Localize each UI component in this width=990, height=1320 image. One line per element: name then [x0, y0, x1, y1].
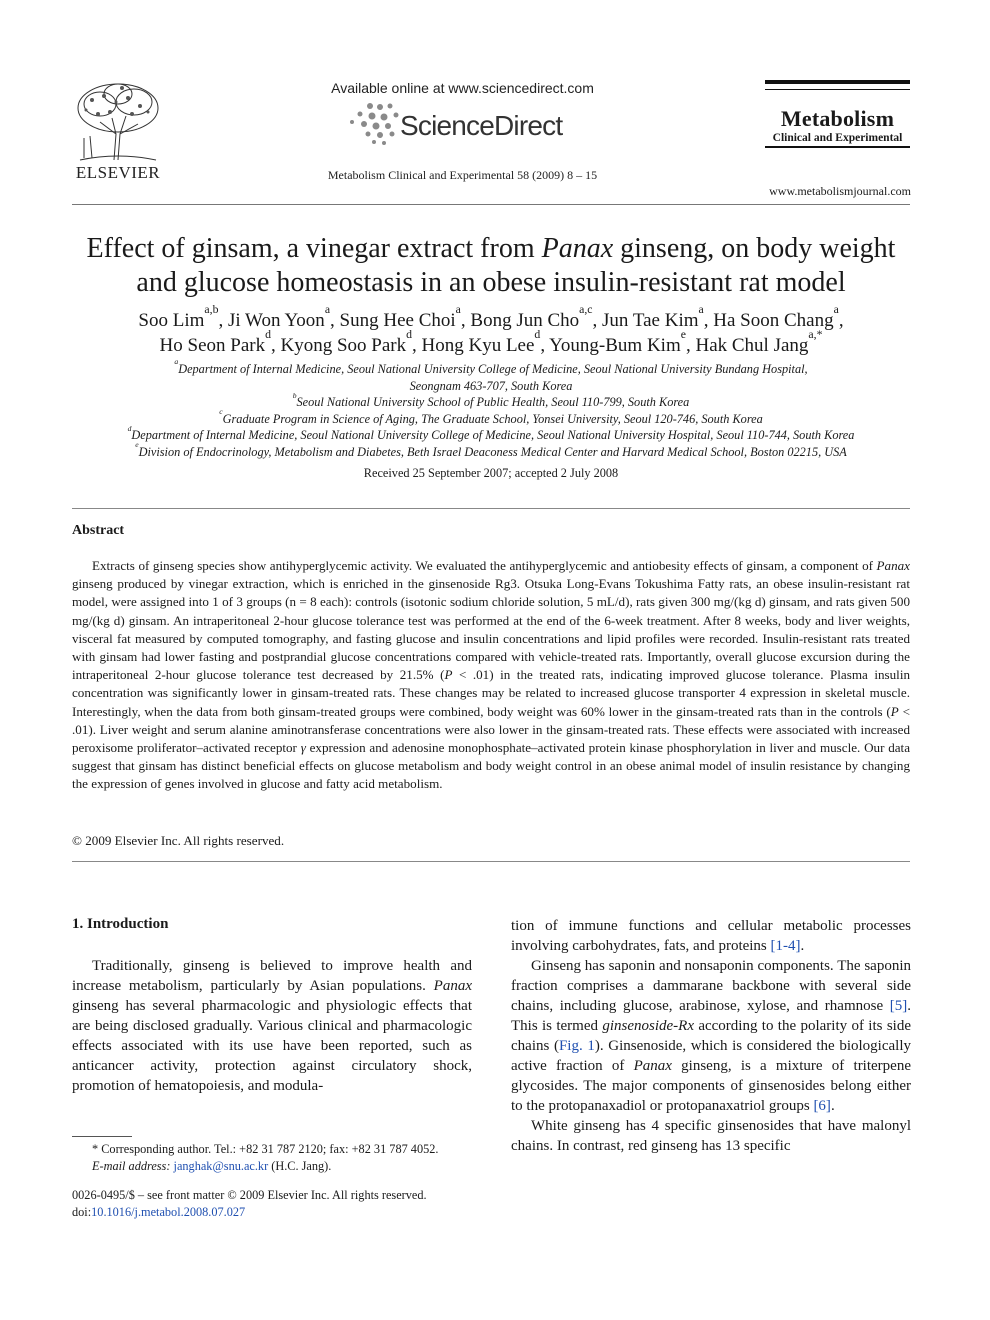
affiliation: $^e$Division of Endocrinology, Metabolism and Diabetes, Beth Israel Deaconess Medical Center and Harvard Medical School, Boston 02215, USA [135, 440, 847, 459]
author[interactable]: Ji Won Yoon$^a$ [227, 303, 331, 331]
publisher-logo-text: ELSEVIER [75, 163, 161, 182]
email-link[interactable]: janghak@snu.ac.kr [173, 1159, 269, 1173]
affiliation: $^c$Graduate Program in Science of Aging, The Graduate School, Yonsei University, Seoul 120-746, South Korea [219, 407, 763, 426]
author[interactable]: Sung Hee Choi$^a$ [339, 303, 461, 331]
doi-link[interactable]: 10.1016/j.metabol.2008.07.027 [91, 1205, 246, 1219]
author[interactable]: Soo Lim$^{a,b}$ [138, 303, 219, 331]
journal-logo-subtitle: Clinical and Experimental [772, 132, 903, 144]
doi-line: doi:10.1016/j.metabol.2008.07.027 [72, 1205, 246, 1219]
author[interactable]: Kyong Soo Park$^d$ [280, 328, 412, 356]
received-dates: Received 25 September 2007; accepted 2 July 2008 [363, 465, 619, 480]
abstract-heading: Abstract [72, 523, 125, 538]
journal-citation: Metabolism Clinical and Experimental 58 (2009) 8 – 15 [327, 168, 598, 182]
reference-link[interactable]: [5] [889, 998, 908, 1014]
author-list: Soo Lim$^{a,b}$, Ji Won Yoon$^a$, Sung Hee Choi$^a$, Bong Jun Cho$^{a,c}$, Jun Tae Kim$^a$, Ha Soon Chang$^a$, Ho Seon Park$^d$, Kyong Soo Park$^d$, Hong Kyu Lee$^d$, Young-Bum Kim$^e$, Hak Chul Jang$^{a,*}$ [138, 303, 844, 356]
header-divider [72, 204, 910, 205]
journal-logo-name: Metabolism [780, 106, 895, 131]
reference-link[interactable]: [1-4] [770, 938, 801, 954]
paragraph: Traditionally, ginseng is believed to improve health and increase metabolism, particularly by Asian populations. Panax ginseng has several pharmacologic and physiologic effects that are being disclosed gradually. Various clinical and pharmacologic effects associated with its use have been reported, such as anticancer activity, protection against circulatory shock, promotion of hematopoiesis, and modula- [72, 958, 472, 1094]
abstract-copyright: © 2009 Elsevier Inc. All rights reserved. [72, 833, 285, 848]
email-note: E-mail address: janghak@snu.ac.kr (H.C. Jang). [92, 1159, 332, 1173]
author[interactable]: Hong Kyu Lee$^d$ [421, 328, 541, 356]
issn-line: 0026-0495/$ – see front matter © 2009 Elsevier Inc. All rights reserved. [72, 1188, 427, 1202]
figure-link[interactable]: Fig. 1 [558, 1038, 595, 1054]
paragraph: White ginseng has 4 specific ginsenosides that have malonyl chains. In contrast, red ginseng has 13 specific [511, 1118, 911, 1154]
issn-doi-block [72, 1187, 472, 1221]
available-online-text: Available online at www.sciencedirect.com [331, 80, 594, 96]
journal-logo-rule [765, 80, 910, 84]
affiliations [72, 357, 910, 481]
abstract-divider-bottom [72, 861, 910, 862]
affiliation: $^b$Seoul National University School of Public Health, Seoul 110-799, South Korea [292, 390, 690, 410]
footnote-divider [72, 1136, 132, 1137]
journal-url[interactable]: www.metabolismjournal.com [769, 184, 911, 198]
affiliation: $^a$Department of Internal Medicine, Seoul National University College of Medicine, Seoul National University Bundang Hospital, Seongnam 463-707, South Korea [174, 357, 808, 393]
article-title: Effect of ginsam, a vinegar extract from Panax ginseng, on body weight and glucose homeostasis in an obese insulin-resistant rat model [86, 233, 896, 298]
author[interactable]: Ho Seon Park$^d$ [159, 328, 271, 356]
author[interactable]: Young-Bum Kim$^e$ [549, 328, 686, 356]
journal-logo-rule [765, 146, 910, 148]
author[interactable]: Ha Soon Chang$^a$ [713, 303, 839, 331]
paragraph: tion of immune functions and cellular metabolic processes involving carbohydrates, fats, and proteins [1-4]. [511, 918, 911, 954]
author[interactable]: Hak Chul Jang$^{a,*}$ [695, 328, 823, 356]
abstract-divider-top [72, 508, 910, 509]
sciencedirect-wordmark: ScienceDirect [400, 110, 563, 141]
reference-link[interactable]: [6] [813, 1098, 831, 1114]
left-column-text [72, 956, 472, 1096]
corresponding-author-note: * Corresponding author. Tel.: +82 31 787 2120; fax: +82 31 787 4052. [92, 1142, 439, 1156]
right-column-text [511, 916, 911, 1156]
paragraph: Ginseng has saponin and nonsaponin components. The saponin fraction comprises a dammarane backbone with several side chains, including glucose, arabinose, xylose, and rhamnose [5]. This is termed ginsenoside-Rx according to the polarity of its side chains (Fig. 1). Ginsenoside, which is considered the biologically active fraction of Panax ginseng, is a mixture of triterpene glycosides. The major components of ginsenosides belong either to the protopanaxadiol or protopanaxatriol groups [6]. [511, 958, 911, 1114]
author[interactable]: Bong Jun Cho$^{a,c}$ [470, 303, 593, 331]
section-heading-introduction: 1. Introduction [72, 916, 169, 932]
author[interactable]: Jun Tae Kim$^a$ [602, 303, 704, 331]
abstract-text: Extracts of ginseng species show antihyperglycemic activity. We evaluated the antihyperglycemic and antiobesity effects of ginsam, a component of Panax ginseng produced by vinegar extraction, which is enriched in the ginsenoside Rg3. Otsuka Long-Evans Tokushima Fatty rats, an obese insulin-resistant rat model, were assigned into 1 of 3 groups (n = 8 each): controls (isotonic sodium chloride solution, 5 mL/d), rats given 300 mg/(kg d) ginsam, and rats given 500 mg/(kg d) ginsam. An intraperitoneal 2-hour glucose tolerance test was performed at the end of the 6-week treatment. After 8 weeks, body and liver weights, visceral fat measured by computed tomography, and fasting glucose and insulin concentrations and lipid profiles were recorded. Insulin-resistant rats treated with ginsam had lower fasting and postprandial glucose concentrations compared with vehicle-treated rats. Importantly, overall glucose excursion during the intraperitoneal 2-hour glucose tolerance test decreased by 21.5% (P < .01) in the treated rats, indicating improved glucose tolerance. Plasma insulin concentration was significantly lower in ginsam-treated rats. These changes may be related to increased glucose transporter 4 expression in skeletal muscle. Interestingly, when the data from both ginsam-treated groups were combined, body weight was 60% lower in the ginsam-treated rats than in the controls (P < .01). Liver weight and serum alanine aminotransferase concentrations were also lower in the ginsam-treated rats. These effects were associated with increased peroxisome proliferator–activated receptor γ expression and adenosine monophosphate–activated protein kinase phosphorylation in liver and muscle. Our data suggest that ginsam has distinct beneficial effects on glucose metabolism and body weight control in an obese animal model of insulin resistance by changing the expression of genes involved in glucose and fatty acid metabolism. [72, 558, 910, 792]
journal-logo-rule [765, 89, 910, 90]
affiliation: $^d$Department of Internal Medicine, Seoul National University College of Medicine, Seoul National University Hospital, Seoul 110-744, South Korea [127, 423, 855, 443]
footnotes [72, 1141, 472, 1175]
